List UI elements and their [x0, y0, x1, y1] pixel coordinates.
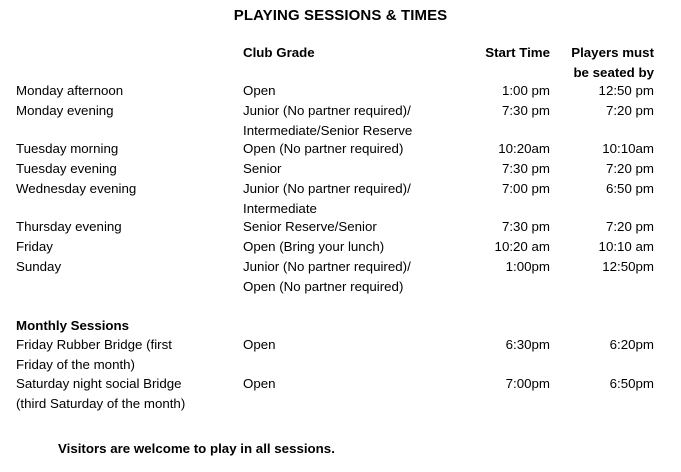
- session-day: Monday afternoon: [16, 83, 124, 98]
- session-seated: 7:20 pm: [605, 219, 654, 234]
- monthly-session-start: 7:00pm: [505, 376, 550, 391]
- session-day: Wednesday evening: [16, 181, 137, 196]
- session-seated: 6:50 pm: [605, 181, 654, 196]
- session-seated: 10:10 am: [598, 239, 654, 254]
- session-day: Monday evening: [16, 103, 114, 118]
- session-start: 7:30 pm: [501, 219, 550, 234]
- session-seated: 12:50pm: [602, 259, 654, 274]
- header-seated-by: [560, 43, 654, 82]
- session-start: 7:30 pm: [501, 161, 550, 176]
- session-grade: Senior: [243, 161, 282, 176]
- session-seated: 10:10am: [602, 141, 654, 156]
- monthly-session-day: Saturday night social Bridge (third Saturday of the month): [16, 376, 186, 411]
- session-grade: Junior (No partner required)/ Open (No partner required): [243, 259, 411, 294]
- header-seated-line1: Players must: [571, 45, 654, 60]
- session-day: Tuesday evening: [16, 161, 117, 176]
- session-start: 1:00 pm: [501, 83, 550, 98]
- session-day: Sunday: [16, 259, 62, 274]
- session-day: Tuesday morning: [16, 141, 119, 156]
- session-grade: Junior (No partner required)/ Intermediate: [243, 181, 411, 216]
- header-club-grade: Club Grade: [243, 45, 315, 60]
- session-seated: 12:50 pm: [598, 83, 654, 98]
- visitors-note: Visitors are welcome to play in all sessions.: [58, 441, 335, 456]
- session-grade: Open (Bring your lunch): [243, 239, 385, 254]
- monthly-session-seated: 6:50pm: [609, 376, 654, 391]
- session-start: 10:20am: [498, 141, 550, 156]
- session-day: Friday: [16, 239, 53, 254]
- monthly-sessions-heading: Monthly Sessions: [16, 318, 130, 333]
- header-start-time: Start Time: [485, 45, 550, 60]
- monthly-session-day: Friday Rubber Bridge (first Friday of the month): [16, 337, 172, 372]
- session-seated: 7:20 pm: [605, 161, 654, 176]
- monthly-session-start: 6:30pm: [505, 337, 550, 352]
- session-grade: Junior (No partner required)/ Intermediate/Senior Reserve: [243, 103, 413, 138]
- session-start: 7:00 pm: [501, 181, 550, 196]
- session-start: 7:30 pm: [501, 103, 550, 118]
- session-start: 1:00pm: [505, 259, 550, 274]
- session-grade: Senior Reserve/Senior: [243, 219, 377, 234]
- session-seated: 7:20 pm: [605, 103, 654, 118]
- session-grade: Open (No partner required): [243, 141, 404, 156]
- monthly-session-seated: 6:20pm: [609, 337, 654, 352]
- session-start: 10:20 am: [494, 239, 550, 254]
- session-grade: Open: [243, 83, 276, 98]
- session-day: Thursday evening: [16, 219, 122, 234]
- monthly-session-grade: Open: [243, 376, 276, 391]
- monthly-session-grade: Open: [243, 337, 276, 352]
- page-title: PLAYING SESSIONS & TIMES: [233, 7, 448, 24]
- header-seated-line2: be seated by: [573, 64, 654, 80]
